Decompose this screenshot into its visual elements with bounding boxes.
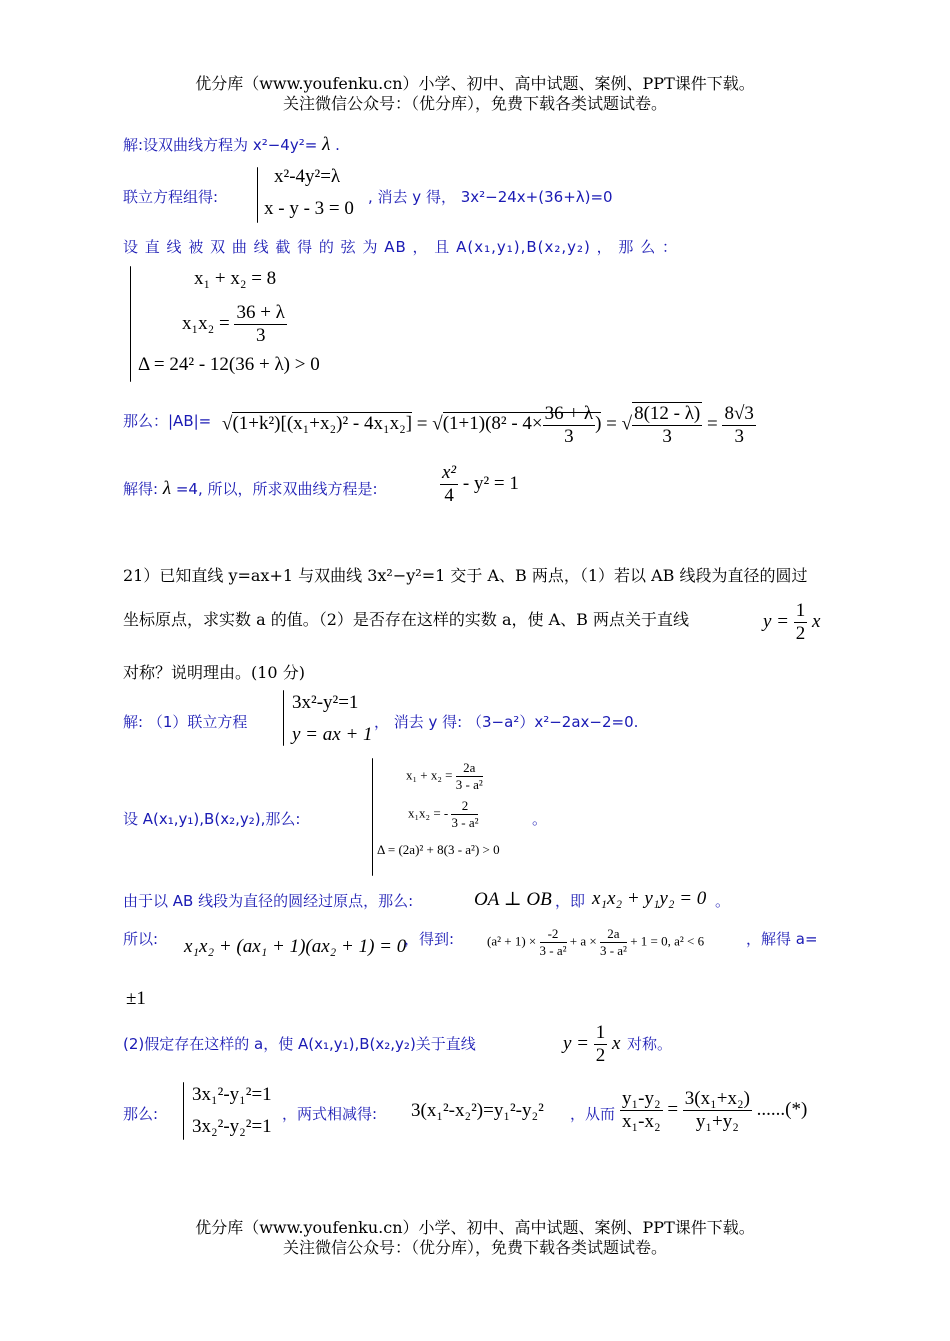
q21-line-1: 21）已知直线 y=ax+1 与双曲线 3x²−y²=1 交于 A、B 两点，（1）若以 AB 线段为直径的圆过 (123, 566, 808, 585)
sol20-ab-prefix: 那么：|AB|= (123, 412, 212, 430)
sol20-ab-expr2-a: (1+1)(8² - 4× (442, 413, 543, 435)
sol20-l2-suffix: , 消去 y 得， 3x²−24x+(36+λ)=0 (368, 188, 613, 206)
sol20-sys2-frac-num: 36 + λ (236, 302, 285, 323)
sol21-s4-eq2-c: + 1 = 0, a² < 6 (630, 933, 705, 949)
sol20-line-3: 设 直 线 被 双 曲 线 截 得 的 弦 为 AB ， 且 A(x₁,y₁),B(x₂,y₂) ， 那 么 ： (123, 238, 678, 256)
q21-line2-frac-num: 1 (795, 600, 806, 621)
sol20-ab-expr2 (442, 402, 602, 447)
sol21-s4-suffix: ，解得 a= (746, 930, 818, 948)
sol21-p2-suffix: 对称。 (627, 1035, 673, 1053)
sol21-p3-frac-eq (620, 1088, 807, 1133)
sqrt-3-icon: √ (621, 413, 633, 435)
sol20-ans-prefix: 解得: (123, 480, 163, 498)
sol21-s3-prefix: 由于以 AB 线段为直径的圆经过原点，那么: (123, 892, 414, 910)
sol21-s4-eq2-den1: 3 - a² (539, 943, 567, 958)
sol20-ans-frac (440, 462, 458, 507)
sol20-ab-expr2-frac (543, 403, 595, 448)
sol21-s2-row1-num: 2a (456, 760, 483, 777)
sol21-s4-eq2-den2: 3 - a² (599, 943, 627, 958)
sol20-ab-expr3-num: 8(12 - λ) (634, 403, 701, 424)
sol21-p3-tail: ......(*) (756, 1098, 808, 1120)
sol20-l1-lambda: λ (322, 134, 331, 155)
sol21-s4-mid: ，得到: (404, 930, 455, 948)
sol20-ab-result (722, 403, 755, 448)
q21-line2-frac-den: 2 (795, 623, 806, 644)
sol20-sys2-row2-lhs: x₁x₂ = (182, 312, 230, 334)
sol21-s4-eq2-b: + a × (569, 933, 597, 949)
sol20-system2-brace (130, 266, 131, 382)
sol21-p3-brace (183, 1082, 184, 1140)
sol21-s2-row1-den: 3 - a² (455, 777, 483, 792)
sol21-p2-eq (563, 1022, 620, 1067)
sol21-s4-answer: ±1 (126, 988, 146, 1009)
header-line-1: 优分库（www.youfenku.cn）小学、初中、高中试题、案例、PPT课件下载。 (195, 74, 755, 93)
sol20-l1-end: . (335, 136, 340, 154)
sol20-sys2-frac (234, 302, 286, 347)
sol21-s4-eq: x₁x₂ + (ax₁ + 1)(ax₂ + 1) = 0 (184, 936, 407, 957)
sol21-p3-row-2: 3x₂²-y₂²=1 (192, 1116, 272, 1137)
sol20-ans-text: =4, 所以，所求双曲线方程是: (175, 480, 378, 498)
sol20-ans-frac-num: x² (442, 462, 457, 483)
sol20-ab-expr2-den: 3 (564, 425, 574, 447)
sol20-answer-line (123, 478, 378, 500)
sol20-sys-row-2: x - y - 3 = 0 (264, 198, 354, 219)
sol21-p2-num: 1 (595, 1022, 606, 1043)
q21-line2-y: y = (763, 610, 790, 632)
sol21-s2-row2-lhs: x₁x₂ = - (408, 805, 449, 821)
sol21-s3-mid: ，即 (555, 892, 586, 910)
sol20-l1-prefix: 解:设双曲线方程为 (123, 136, 249, 154)
sol21-s2-row2-num: 2 (451, 798, 478, 815)
sol20-l1-eq: x²−4y²= (252, 136, 318, 154)
sol20-ab-expr3-den: 3 (662, 426, 672, 447)
footer-line-1: 优分库（www.youfenku.cn）小学、初中、高中试题、案例、PPT课件下载。 (195, 1218, 755, 1237)
sol21-s3-perp: OA ⊥ OB (474, 889, 552, 910)
sol21-s2-prefix: 设 A(x₁,y₁),B(x₂,y₂),那么: (123, 810, 301, 828)
q21-line-3: 对称？说明理由。(10 分) (123, 663, 305, 682)
q21-line-2-text: 坐标原点，求实数 a 的值。（2）是否存在这样的实数 a，使 A、B 两点关于直线 (123, 610, 690, 629)
header-line-2: 关注微信公众号：（优分库），免费下载各类试题试卷。 (282, 94, 667, 113)
sol20-ans-frac-den: 4 (444, 485, 454, 506)
sol21-s4-eq2-num1: -2 (540, 926, 567, 943)
sol21-p2-prefix: (2)假定存在这样的 a，使 A(x₁,y₁),B(x₂,y₂)关于直线 (123, 1035, 476, 1053)
sol21-s2-row2-frac (451, 798, 478, 831)
sol20-answer-eq (440, 462, 519, 507)
q21-line2-frac (794, 600, 808, 645)
sol21-s3-eq: x₁x₂ + y₁y₂ = 0 (592, 888, 707, 909)
sol21-p2-x: x (612, 1032, 621, 1054)
sol21-p3-f1-num: y₁-y₂ (622, 1088, 661, 1109)
sol21-s1-brace (283, 690, 284, 746)
sol20-line-1 (123, 134, 340, 156)
sol21-s4-eq2 (487, 926, 704, 959)
sol21-s1-suffix: ， 消去 y 得: （3−a²）x²−2ax−2=0. (374, 713, 639, 731)
sol20-ab-result-den: 3 (734, 425, 744, 447)
sol21-p2-frac (594, 1022, 608, 1067)
sol21-s2-brace (372, 758, 373, 876)
q21-line2-x: x (812, 610, 821, 632)
sol21-p3-f2-den: y₁+y₂ (695, 1111, 739, 1132)
sol21-s4-eq2-a: (a² + 1) × (487, 933, 537, 949)
sqrt-1-icon: √ (222, 413, 233, 435)
sol20-sys-row-1: x²-4y²=λ (274, 166, 341, 187)
sol21-p3-f1-den: x₁-x₂ (622, 1111, 661, 1132)
sol21-s4-eq2-frac1 (540, 926, 567, 959)
sol21-p3-row-1: 3x₁²-y₁²=1 (192, 1084, 272, 1105)
sol20-l2-prefix: 联立方程组得: (123, 188, 219, 206)
sol21-s3-end: 。 (715, 892, 731, 910)
sol20-ab-expr1: (1+k²)[(x₁+x₂)² - 4x₁x₂] (232, 413, 413, 435)
sol20-ans-lambda: λ (162, 478, 172, 499)
sol20-ab-expr2-num: 36 + λ (544, 402, 594, 424)
sol21-s4-prefix: 所以: (123, 930, 159, 948)
sol21-p3-eq: 3(x₁²-x₂²)=y₁²-y₂² (411, 1100, 544, 1121)
sol21-s2-row2-den: 3 - a² (451, 815, 479, 830)
sqrt-2-icon: √ (432, 413, 443, 435)
sol21-p2-den: 2 (595, 1045, 606, 1066)
sol21-p3-prefix: 那么: (123, 1105, 159, 1123)
sol21-s2-row-1 (406, 760, 483, 793)
sol20-ab-formula: √(1+k²)[(x₁+x₂)² - 4x₁x₂] = √(1+1)(8² - 4× $\frac{36 + \lambda}{3}$ ) = √ $\frac{8(12 - \lambda)}{3}$ = $\frac{8√3}{3}$ (222, 402, 754, 447)
sol21-s1-row-2: y = ax + 1 (292, 724, 373, 745)
sol20-sys2-row-1: x₁ + x₂ = 8 (194, 268, 277, 289)
sol21-s4-eq2-num2: 2a (600, 926, 627, 943)
sol21-s2-row-2 (408, 798, 478, 831)
sol21-p3-mid2: ，从而 (570, 1105, 616, 1123)
sol21-s2-row1-lhs: x₁ + x₂ = (406, 767, 453, 783)
q21-line-2-eq (763, 600, 820, 645)
sol20-ab-expr2-b: ) (595, 413, 602, 435)
sol21-s2-row1-frac (456, 760, 483, 793)
sol21-p2-y: y = (563, 1032, 590, 1054)
sol20-ans-rest: - y² = 1 (462, 472, 519, 494)
sol21-s2-end: 。 (532, 810, 548, 828)
footer-line-2: 关注微信公众号：（优分库），免费下载各类试题试卷。 (282, 1238, 667, 1257)
sol21-s1-row-1: 3x²-y²=1 (292, 692, 359, 713)
sol20-sys2-row-2 (182, 302, 287, 347)
sol21-s2-row-3: Δ = (2a)² + 8(3 - a²) > 0 (377, 842, 500, 857)
sol20-ab-expr3 (632, 402, 702, 448)
sol21-p3-f2-num: 3(x₁+x₂) (684, 1088, 750, 1109)
sol21-p3-mid1: ，两式相减得: (282, 1105, 378, 1123)
sol21-s1-prefix: 解: （1）联立方程 (123, 713, 248, 731)
sol20-sys2-frac-den: 3 (255, 325, 266, 346)
sol20-ab-result-num: 8√3 (724, 402, 754, 424)
sol20-system-brace (257, 167, 258, 223)
sol21-p3-eq2: = (667, 1098, 679, 1120)
sol21-p3-frac2 (683, 1088, 752, 1133)
sol20-sys2-row-3: Δ = 24² - 12(36 + λ) > 0 (138, 354, 320, 375)
sol21-p3-frac1 (620, 1088, 663, 1133)
sol21-s4-eq2-frac2 (600, 926, 627, 959)
